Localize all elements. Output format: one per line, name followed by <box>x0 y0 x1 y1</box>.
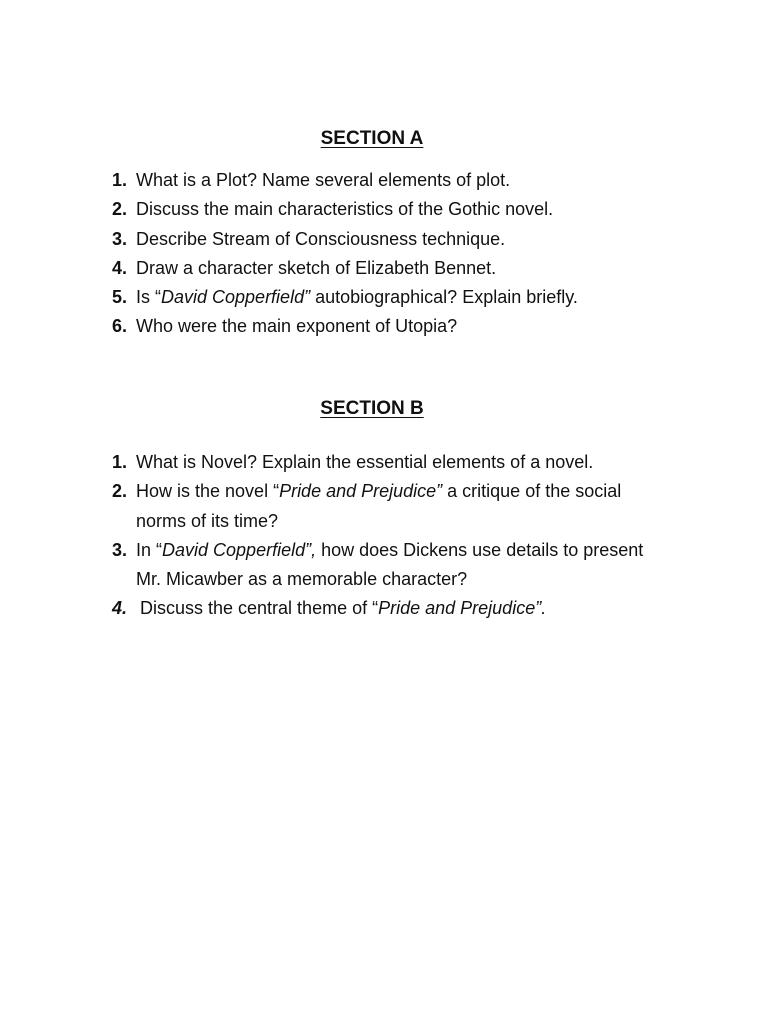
section-a-question-2 <box>112 195 672 224</box>
question-text: How is the novel “Pride and Prejudice” a critique of the social norms of its time? <box>136 481 622 531</box>
question-number: 4. <box>112 257 128 278</box>
question-number: 2. <box>112 199 128 220</box>
question-number: 1. <box>112 170 128 190</box>
section-a-heading: SECTION A <box>320 128 424 149</box>
question-text: Who were the main exponent of Utopia? <box>136 316 458 337</box>
question-number: 5. <box>112 287 128 308</box>
question-text: Discuss the main characteristics of the Gothic novel. <box>136 199 554 220</box>
question-number: 6. <box>112 316 128 337</box>
question-text: What is a Plot? Name several elements of plot. <box>136 170 511 190</box>
question-text: Discuss the central theme of “Pride and Prejudice”. <box>140 598 547 619</box>
section-a-question-list <box>112 166 672 342</box>
section-a-question-6 <box>112 312 672 341</box>
question-text: What is Novel? Explain the essential elements of a novel. <box>136 452 594 472</box>
question-text: Is “David Copperfield” autobiographical? Explain briefly. <box>136 287 578 308</box>
section-b-question-3 <box>112 536 672 595</box>
section-a-question-4 <box>112 254 672 283</box>
question-number: 1. <box>112 452 128 472</box>
question-number: 2. <box>112 481 128 502</box>
question-number: 4. <box>112 598 128 619</box>
section-a-question-3 <box>112 225 672 254</box>
question-number: 3. <box>112 539 128 560</box>
section-a-question-5 <box>112 283 672 312</box>
question-text: Draw a character sketch of Elizabeth Bennet. <box>136 257 497 278</box>
section-b-question-2 <box>112 477 672 536</box>
section-a-question-1 <box>112 166 672 195</box>
section-b-question-1 <box>112 448 672 477</box>
section-b-question-list <box>112 448 672 624</box>
question-text: Describe Stream of Consciousness technique. <box>136 228 506 249</box>
question-text: In “David Copperfield”, how does Dickens use details to present Mr. Micawber as a memorable character? <box>136 539 644 590</box>
question-number: 3. <box>112 228 128 249</box>
section-b-question-4 <box>112 594 672 623</box>
section-b-heading: SECTION B <box>320 398 424 419</box>
